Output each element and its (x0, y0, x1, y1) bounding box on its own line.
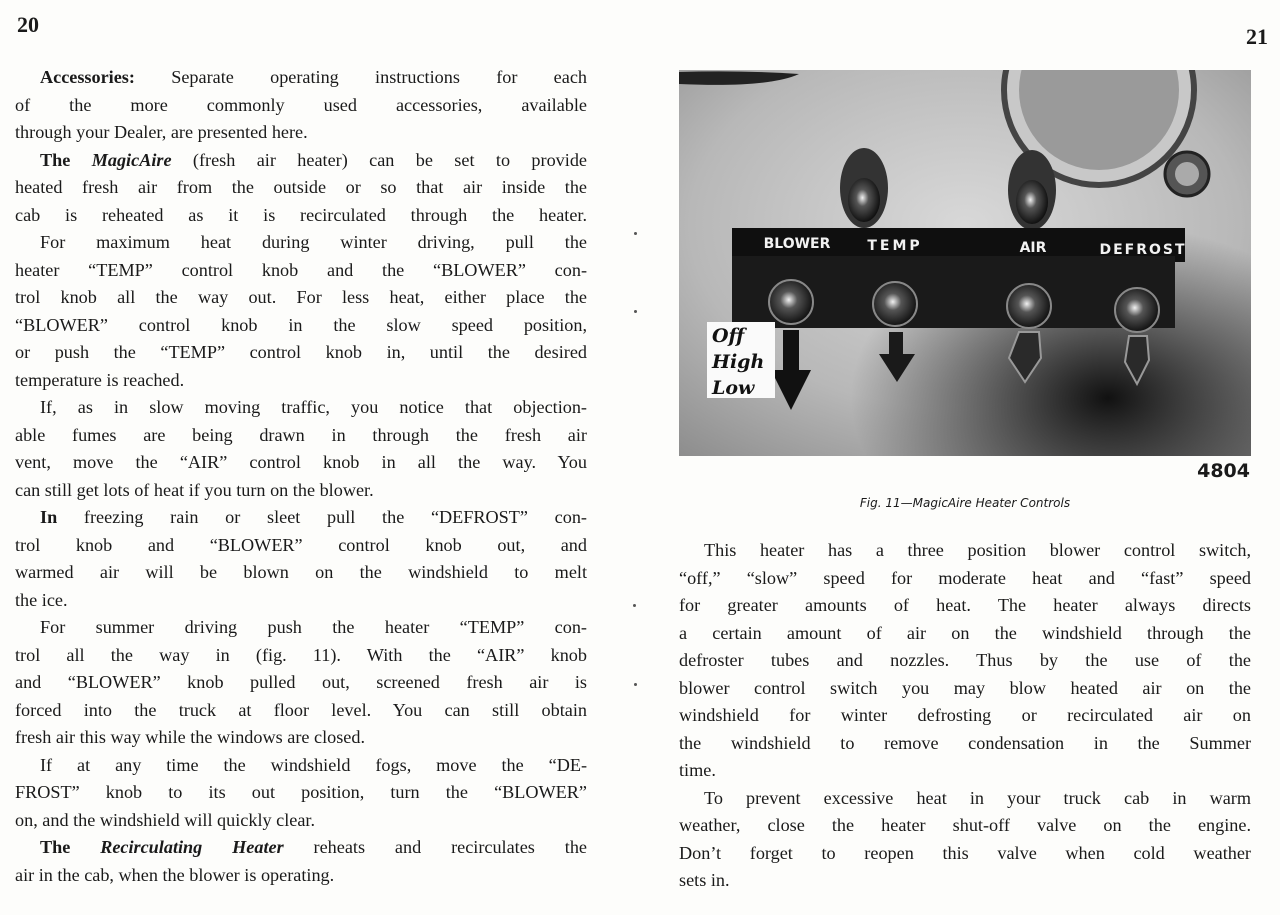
text-segment: freezing rain or sleet pull the “DEFROST” con- (57, 507, 587, 527)
text-segment: cab is reheated as it is recirculated through the heater. (15, 204, 587, 225)
emphasis-text: Recirculating Heater (100, 837, 284, 857)
text-line (15, 92, 587, 120)
text-segment: Don’t forget to reopen this valve when cold weather (679, 842, 1251, 863)
text-segment: forced into the truck at floor level. You can still obtain (15, 699, 587, 720)
text-segment: for greater amounts of heat. The heater always directs (679, 595, 1251, 615)
text-line (679, 730, 1251, 758)
blower-position-low: Low (712, 377, 755, 399)
text-segment: For summer driving push the heater “TEMP” con- (40, 617, 587, 637)
text-segment: For maximum heat during winter driving, pull the (40, 232, 587, 252)
text-segment: fresh air this way while the windows are closed. (15, 727, 366, 747)
panel-label-blower: BLOWER (763, 236, 831, 252)
text-line (15, 367, 587, 395)
blower-knob (769, 280, 813, 324)
text-segment: on, and the windshield will quickly clear. (15, 809, 316, 830)
text-segment: blower control switch you may blow heated air on the (679, 677, 1251, 698)
text-line (15, 779, 587, 807)
text-segment: able fumes are being drawn in through the fresh air (15, 424, 587, 445)
text-line (679, 702, 1251, 730)
temp-knob (873, 282, 917, 326)
panel-label-defrost: DEFROST (1099, 242, 1187, 258)
text-line (15, 64, 587, 92)
emphasis-text: The (40, 837, 101, 857)
text-segment: heater “TEMP” control knob and the “BLOWER” con- (15, 259, 587, 280)
text-segment: air in the cab, when the blower is operating. (15, 864, 335, 885)
text-line (679, 785, 1251, 813)
text-line (15, 394, 587, 422)
text-line (15, 257, 587, 285)
speck (634, 232, 637, 235)
text-segment: temperature is reached. (15, 369, 185, 390)
text-line (15, 752, 587, 780)
text-segment: Separate operating instructions for each (134, 67, 587, 87)
text-segment: the windshield to remove condensation in the Summer (679, 732, 1251, 753)
text-segment: windshield for winter defrosting or recirculated air on (679, 705, 1251, 725)
text-line (679, 592, 1251, 620)
blower-position-high: High (712, 351, 765, 373)
text-segment: FROST” knob to its out position, turn the “BLOWER” (15, 782, 587, 802)
text-line (679, 840, 1251, 868)
text-segment: the ice. (15, 589, 68, 610)
text-segment: (fresh air heater) can be set to provide (171, 149, 587, 170)
defrost-knob (1115, 288, 1159, 332)
text-segment: of the more commonly used accessories, available (15, 94, 587, 115)
text-line (15, 312, 587, 340)
text-line (15, 862, 587, 890)
text-segment: To prevent excessive heat in your truck cab in warm (704, 787, 1251, 808)
text-line (15, 559, 587, 587)
text-line (15, 119, 587, 147)
figure-caption: Fig. 11—MagicAire Heater Controls (859, 496, 1071, 510)
text-line (15, 724, 587, 752)
text-line (679, 647, 1251, 675)
text-segment: warmed air will be blown on the windshield to melt (15, 562, 587, 582)
text-line (15, 834, 587, 862)
text-line (15, 339, 587, 367)
text-line (679, 757, 1251, 785)
text-line (15, 284, 587, 312)
page-number-right: 21 (1246, 24, 1268, 49)
figure-heater-controls (679, 70, 1251, 456)
text-segment: through your Dealer, are presented here. (15, 122, 308, 142)
speck (634, 683, 637, 686)
right-page-text (679, 537, 1251, 895)
text-segment: time. (679, 760, 716, 780)
text-line (679, 812, 1251, 840)
text-line (15, 202, 587, 230)
text-segment: “BLOWER” control knob in the slow speed position, (15, 314, 587, 335)
speck (633, 604, 636, 607)
text-line (679, 675, 1251, 703)
emphasis-text: In (40, 507, 58, 527)
text-segment: If, as in slow moving traffic, you notice that objection- (40, 397, 587, 417)
left-page-text (15, 64, 587, 889)
text-line (15, 449, 587, 477)
text-line (679, 620, 1251, 648)
text-segment: and “BLOWER” knob pulled out, screened fresh air is (15, 672, 587, 692)
text-line (15, 477, 587, 505)
emphasis-text: MagicAire (91, 149, 172, 170)
emphasis-text: The (40, 149, 92, 170)
heater-controls-photo (679, 70, 1251, 456)
text-line (679, 537, 1251, 565)
text-segment: reheats and recirculates the (283, 837, 587, 857)
photo-number: 4804 (1197, 460, 1250, 482)
text-segment: sets in. (679, 870, 730, 890)
text-line (15, 642, 587, 670)
text-line (15, 422, 587, 450)
text-segment: This heater has a three position blower control switch, (704, 540, 1251, 560)
text-line (679, 867, 1251, 895)
text-line (15, 147, 587, 175)
speck (634, 310, 637, 313)
text-line (15, 174, 587, 202)
text-line (15, 807, 587, 835)
blower-position-off: Off (712, 325, 745, 347)
text-segment: “off,” “slow” speed for moderate heat and “fast” speed (679, 567, 1251, 588)
text-line (15, 697, 587, 725)
text-segment: If at any time the windshield fogs, move the “DE- (40, 754, 587, 775)
panel-label-air: AIR (1019, 240, 1047, 256)
text-segment: can still get lots of heat if you turn on the blower. (15, 479, 374, 500)
text-segment: defroster tubes and nozzles. Thus by the use of the (679, 650, 1251, 670)
text-segment: weather, close the heater shut-off valve on the engine. (679, 815, 1251, 835)
text-segment: trol all the way in (fig. 11). With the “AIR” knob (15, 644, 587, 665)
page-number-left: 20 (17, 12, 39, 37)
text-segment: or push the “TEMP” control knob in, until the desired (15, 342, 587, 362)
text-segment: trol knob and “BLOWER” control knob out, and (15, 534, 587, 555)
text-line (679, 565, 1251, 593)
text-segment: heated fresh air from the outside or so that air inside the (15, 177, 587, 197)
text-line (15, 229, 587, 257)
air-knob (1007, 284, 1051, 328)
emphasis-text: Accessories: (40, 67, 135, 87)
panel-label-temp: TEMP (867, 238, 923, 254)
text-line (15, 504, 587, 532)
text-line (15, 587, 587, 615)
text-segment: trol knob all the way out. For less heat, either place the (15, 287, 587, 307)
text-line (15, 669, 587, 697)
text-segment: vent, move the “AIR” control knob in all the way. You (15, 452, 587, 472)
page-gutter (620, 0, 660, 915)
text-segment: a certain amount of air on the windshield through the (679, 622, 1251, 643)
text-line (15, 614, 587, 642)
text-line (15, 532, 587, 560)
